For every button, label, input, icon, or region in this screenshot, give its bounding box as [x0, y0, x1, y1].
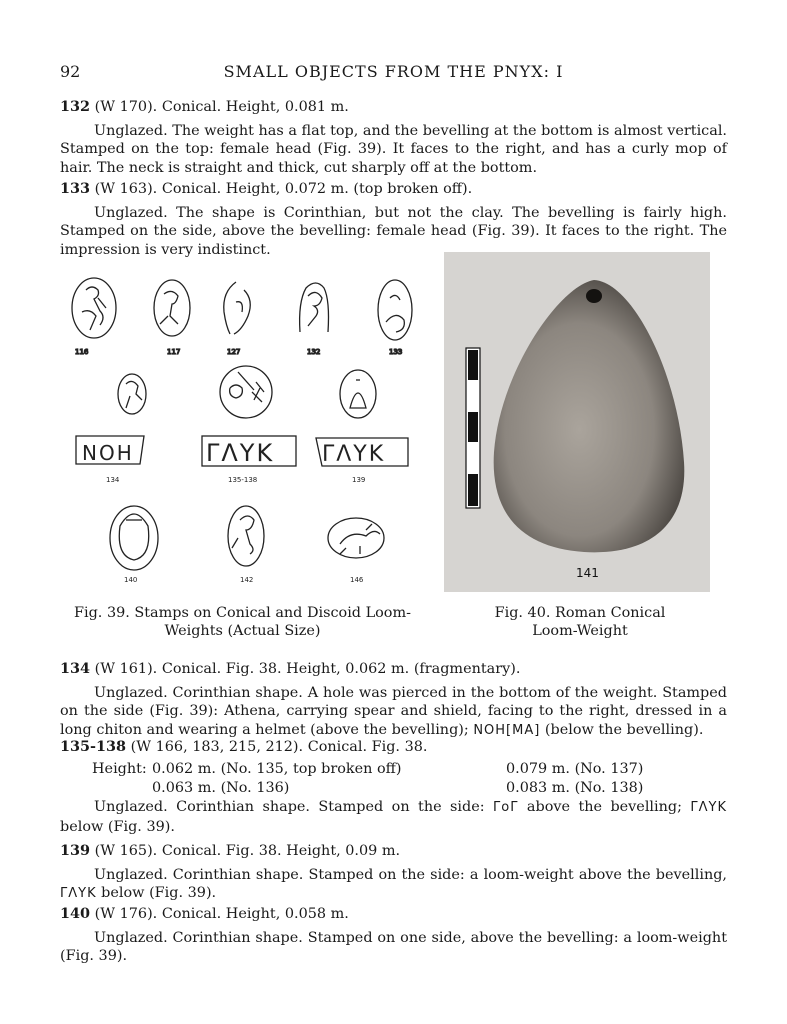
catalog-entry-139 [60, 842, 727, 904]
figure-label-133: 133 [389, 348, 403, 356]
catalog-entry-135-138-body [60, 798, 727, 836]
catalog-entry-134 [60, 660, 727, 740]
height-no-135: 0.062 m. (No. 135, top broken off) [152, 761, 402, 777]
height-no-138: 0.083 m. (No. 138) [506, 779, 644, 796]
figure-39-caption: Fig. 39. Stamps on Conical and Discoid Loom-Weights (Actual Size) [74, 605, 411, 639]
entry-number: 140 [60, 905, 91, 922]
stamp-135-legend: ΓΛΥΚ [206, 439, 275, 467]
entry-heading: (W 170). Conical. Height, 0.081 m. [90, 99, 349, 115]
height-no-137: 0.079 m. (No. 137) [506, 761, 644, 777]
figure-label-134: 134 [106, 476, 120, 484]
entry-number: 133 [60, 180, 91, 197]
greek-inscription-2: ΓΛΥΚ [690, 800, 727, 815]
figure-label-116: 116 [75, 348, 89, 356]
figure-label-139: 139 [352, 476, 366, 484]
figure-label-140: 140 [124, 576, 138, 584]
figure-label-142: 142 [240, 576, 254, 584]
photo-label-141: 141 [576, 566, 599, 580]
loom-weight-hole [586, 289, 602, 303]
figure-40-photograph [444, 252, 710, 592]
entry-heading: (W 161). Conical. Fig. 38. Height, 0.062 m. (fragmentary). [90, 661, 521, 677]
figure-label-135-138: 135-138 [228, 476, 258, 484]
entry-body: Unglazed. The shape is Corinthian, but not the clay. The bevelling is fairly high. Stamped on the side, above the bevelling: female head (Fig. 39). It faces to the right. The impression is very indistinct. [60, 204, 727, 258]
entry-body-end: below (Fig. 39). [96, 885, 217, 901]
entry-body: Unglazed. The weight has a flat top, and the bevelling at the bottom is almost vertical. Stamped on the top: female head (Fig. 39). It faces to the right, and has a curly mop of hair. The neck is straight and thick, cut sharply off at the bottom. [60, 122, 727, 176]
catalog-entry-135-138 [60, 738, 727, 762]
stamp-127 [224, 282, 251, 334]
stamp-116 [72, 278, 116, 338]
page-number: 92 [60, 62, 81, 81]
greek-inscription: NOH[MA] [473, 722, 541, 738]
figure-40-caption: Fig. 40. Roman Conical Loom-Weight [494, 605, 666, 639]
stamp-133 [378, 280, 412, 340]
entry-body: Unglazed. Corinthian shape. Stamped on the side: a loom-weight above the bevelling, [94, 866, 727, 883]
stamp-146 [328, 518, 384, 558]
heights-table [92, 760, 712, 797]
heights-label: Height: [92, 761, 147, 777]
catalog-entry-140 [60, 905, 727, 966]
entry-number: 134 [60, 660, 91, 677]
entry-number: 135-138 [60, 738, 127, 755]
stamp-140 [110, 506, 158, 570]
entry-heading: (W 165). Conical. Fig. 38. Height, 0.09 m. [90, 843, 401, 859]
entry-body: Unglazed. Corinthian shape. Stamped on the side: [94, 799, 494, 815]
greek-inscription-1: ΓοΓ [493, 800, 519, 815]
stamp-139-legend: ΓΛΥΚ [322, 442, 386, 467]
catalog-entry-132 [60, 98, 727, 177]
figure-label-127: 127 [227, 348, 241, 356]
figure-39-stamps-drawing [60, 268, 420, 598]
entry-heading: (W 176). Conical. Height, 0.058 m. [90, 906, 349, 922]
entry-body-end: below (Fig. 39). [60, 818, 175, 835]
entry-number: 139 [60, 842, 91, 859]
stamp-135-monogram [220, 366, 272, 418]
entry-body: Unglazed. Corinthian shape. A hole was pierced in the bottom of the weight. Stamped on the side (Fig. 39): Athena, carrying spear and shield, facing to the right, dressed in a long chiton and wearing a helmet (above the bevelling); [60, 684, 727, 738]
stamp-117 [154, 280, 190, 336]
scale-bar [466, 348, 480, 508]
figure-label-117: 117 [167, 348, 181, 356]
greek-inscription: ΓΛΥΚ [60, 886, 97, 901]
page-header [60, 62, 727, 84]
figure-label-132: 132 [307, 348, 321, 356]
entry-body: Unglazed. Corinthian shape. Stamped on one side, above the bevelling: a loom-weight (Fig. 39). [60, 929, 727, 964]
entry-body-middle: above the bevelling; [518, 799, 691, 815]
stamp-134-legend: NOH [82, 441, 134, 465]
entry-heading: (W 163). Conical. Height, 0.072 m. (top broken off). [90, 181, 473, 197]
height-no-136: 0.063 m. (No. 136) [152, 779, 290, 796]
figure-label-146: 146 [350, 576, 364, 584]
entry-heading: (W 166, 183, 215, 212). Conical. Fig. 38. [126, 739, 428, 755]
running-title: SMALL OBJECTS FROM THE PNYX: I [223, 62, 564, 81]
catalog-entry-133 [60, 180, 727, 259]
stamp-142 [228, 506, 264, 566]
stamp-134-figure [118, 374, 146, 414]
stamp-132 [300, 283, 329, 332]
entry-number: 132 [60, 98, 91, 115]
stamp-139-loomweight [340, 370, 376, 418]
entry-body-end: (below the bevelling). [540, 721, 704, 738]
